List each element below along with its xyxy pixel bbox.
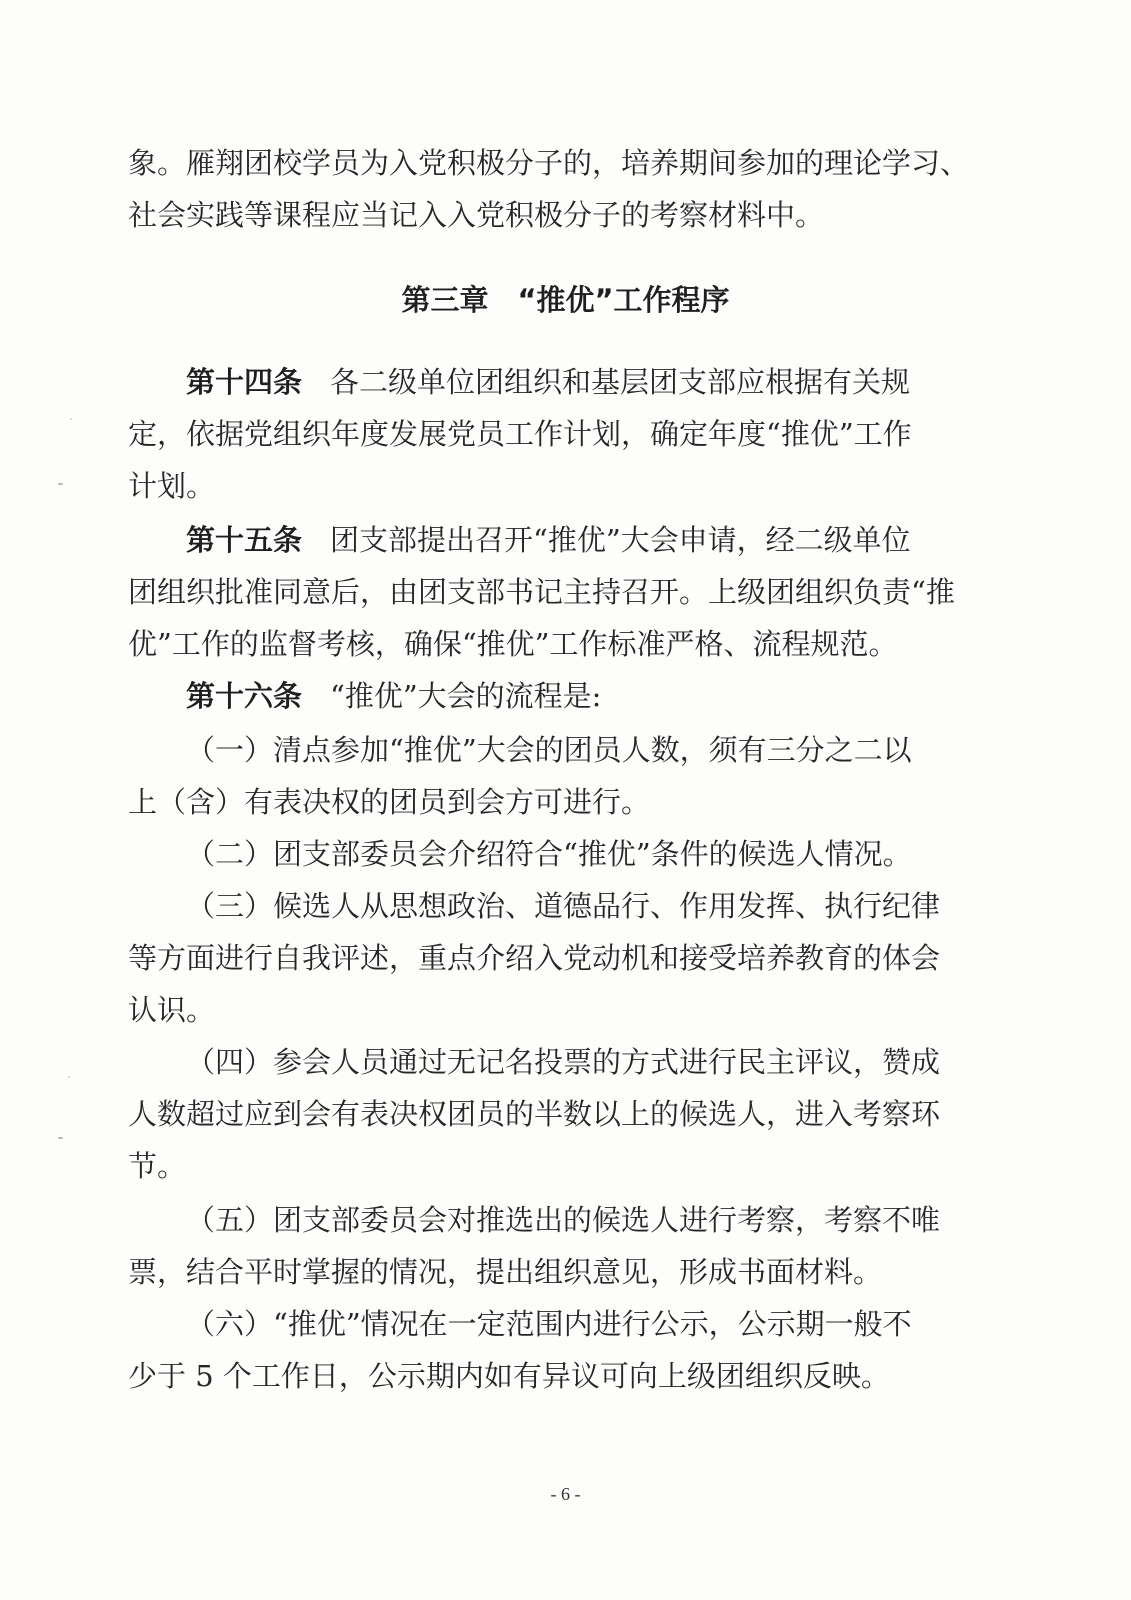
item-line: 等方面进行自我评述，重点介绍入党动机和接受培养教育的体会 <box>128 941 941 975</box>
article-15-line-2: 团组织批准同意后，由团支部书记主持召开。上级团组织负责“推 <box>128 575 955 609</box>
scan-speck <box>58 1137 63 1139</box>
article-14-text: 各二级单位团组织和基层团支部应根据有关规 <box>330 365 911 399</box>
item-line: 上（含）有表决权的团员到会方可进行。 <box>128 785 651 819</box>
article-14-line-2: 定，依据党组织年度发展党员工作计划，确定年度“推优”工作 <box>128 417 912 451</box>
article-16-label: 第十六条 <box>186 679 303 713</box>
item-line: （一）清点参加“推优”大会的团员人数，须有三分之二以 <box>186 733 912 767</box>
article-16-line-1 <box>186 676 601 716</box>
body-line: 象。雁翔团校学员为入党积极分子的，培养期间参加的理论学习、 <box>128 146 970 180</box>
article-15-label: 第十五条 <box>186 523 303 557</box>
scan-speck <box>70 418 72 420</box>
article-15-text: 团支部提出召开“推优”大会申请，经二级单位 <box>330 523 911 557</box>
article-14-line-3: 计划。 <box>128 469 216 503</box>
chapter-heading: 第三章 “推优”工作程序 <box>401 283 730 317</box>
item-line: 少于 5 个工作日，公示期内如有异议可向上级团组织反映。 <box>128 1359 890 1393</box>
article-14-label: 第十四条 <box>186 365 303 399</box>
item-line: 认识。 <box>128 993 216 1027</box>
article-15-line-1 <box>186 520 911 560</box>
body-line: 社会实践等课程应当记入入党积极分子的考察材料中。 <box>128 198 825 232</box>
item-line: （四）参会人员通过无记名投票的方式进行民主评议，赞成 <box>186 1045 941 1079</box>
article-15-line-3: 优”工作的监督考核，确保“推优”工作标准严格、流程规范。 <box>128 627 898 661</box>
scan-speck <box>58 483 63 485</box>
item-line: （二）团支部委员会介绍符合“推优”条件的候选人情况。 <box>186 837 912 871</box>
article-16-text: “推优”大会的流程是: <box>330 679 602 713</box>
item-line: （三）候选人从思想政治、道德品行、作用发挥、执行纪律 <box>186 889 941 923</box>
item-line: 票，结合平时掌握的情况，提出组织意见，形成书面材料。 <box>128 1255 883 1289</box>
article-14-line-1 <box>186 362 910 402</box>
item-line: 节。 <box>128 1149 187 1183</box>
item-line: （五）团支部委员会对推选出的候选人进行考察，考察不唯 <box>186 1203 941 1237</box>
scan-speck <box>68 1076 70 1078</box>
item-line: 人数超过应到会有表决权团员的半数以上的候选人，进入考察环 <box>128 1097 941 1131</box>
page-number: - 6 - <box>550 1484 581 1504</box>
item-line: （六）“推优”情况在一定范围内进行公示，公示期一般不 <box>186 1307 912 1341</box>
